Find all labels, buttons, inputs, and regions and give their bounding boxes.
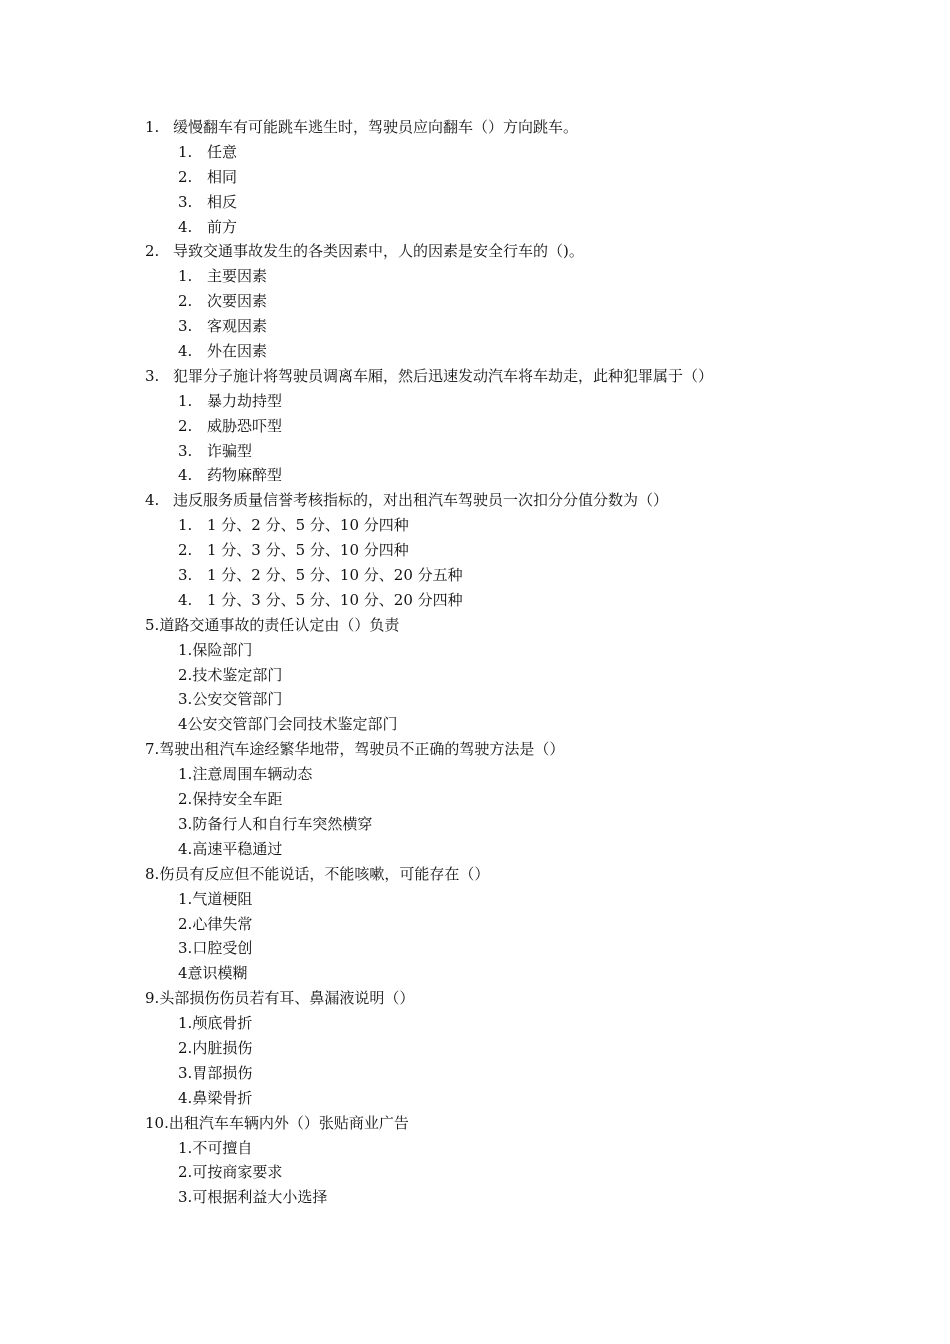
question-number: 7. bbox=[145, 740, 160, 759]
question-5-option-3 bbox=[0, 687, 950, 712]
question-text: 伤员有反应但不能说话，不能咳嗽，可能存在（） bbox=[159, 864, 490, 883]
option-text: 可根据利益大小选择 bbox=[192, 1188, 328, 1207]
option-text: 不可擅自 bbox=[192, 1138, 253, 1157]
option-number: 1. bbox=[178, 640, 193, 659]
option-number: 3. bbox=[178, 317, 193, 336]
question-10-option-3 bbox=[0, 1185, 950, 1210]
question-4-option-1 bbox=[0, 513, 950, 538]
question-text: 出租汽车车辆内外（）张贴商业广告 bbox=[168, 1113, 409, 1132]
question-2 bbox=[0, 239, 950, 264]
question-8-option-3 bbox=[0, 936, 950, 961]
option-text: 1 分、3 分、5 分、10 分、20 分四种 bbox=[207, 590, 463, 609]
question-7-option-4 bbox=[0, 837, 950, 862]
question-number: 8. bbox=[145, 864, 160, 883]
option-number: 4. bbox=[178, 839, 193, 858]
question-1 bbox=[0, 115, 950, 140]
option-text: 胃部损伤 bbox=[192, 1063, 253, 1082]
question-7-option-1 bbox=[0, 762, 950, 787]
option-number: 3. bbox=[178, 1188, 193, 1207]
question-text: 道路交通事故的责任认定由（）负责 bbox=[159, 615, 400, 634]
question-5-option-4 bbox=[0, 712, 950, 737]
question-2-option-3 bbox=[0, 314, 950, 339]
option-text: 前方 bbox=[207, 217, 238, 236]
option-number: 1. bbox=[178, 1138, 193, 1157]
option-text: 1 分、2 分、5 分、10 分、20 分五种 bbox=[207, 566, 463, 585]
question-9 bbox=[0, 986, 950, 1011]
option-text: 心律失常 bbox=[192, 914, 253, 933]
question-4-option-3 bbox=[0, 563, 950, 588]
option-number: 1. bbox=[178, 267, 193, 286]
question-text: 违反服务质量信誉考核指标的，对出租汽车驾驶员一次扣分分值分数为（） bbox=[173, 491, 669, 510]
option-number: 1. bbox=[178, 391, 193, 410]
option-number: 1. bbox=[178, 516, 193, 535]
option-text: 口腔受创 bbox=[192, 939, 253, 958]
option-number: 2. bbox=[178, 790, 193, 809]
question-2-option-4 bbox=[0, 339, 950, 364]
option-number: 2. bbox=[178, 167, 193, 186]
option-number: 2. bbox=[178, 292, 193, 311]
question-8-option-2 bbox=[0, 912, 950, 937]
option-text: 公安交管部门 bbox=[192, 690, 283, 709]
option-text: 1 分、3 分、5 分、10 分四种 bbox=[207, 541, 409, 560]
option-number: 3. bbox=[178, 441, 193, 460]
question-3-option-4 bbox=[0, 463, 950, 488]
question-number: 4. bbox=[145, 491, 160, 510]
option-text: 药物麻醉型 bbox=[207, 466, 283, 485]
option-number: 3. bbox=[178, 690, 193, 709]
option-number: 2. bbox=[178, 416, 193, 435]
option-number: 4 bbox=[178, 964, 188, 983]
option-text: 公安交管部门会同技术鉴定部门 bbox=[187, 715, 398, 734]
question-3-option-3 bbox=[0, 439, 950, 464]
question-7-option-2 bbox=[0, 787, 950, 812]
option-text: 保险部门 bbox=[192, 640, 253, 659]
question-4-option-4 bbox=[0, 588, 950, 613]
option-text: 高速平稳通过 bbox=[192, 839, 283, 858]
question-9-option-1 bbox=[0, 1011, 950, 1036]
option-number: 1. bbox=[178, 889, 193, 908]
question-3-option-1 bbox=[0, 389, 950, 414]
question-8 bbox=[0, 862, 950, 887]
question-number: 2. bbox=[145, 242, 160, 261]
question-9-option-2 bbox=[0, 1036, 950, 1061]
option-number: 4. bbox=[178, 342, 193, 361]
question-text: 驾驶出租汽车途经繁华地带，驾驶员不正确的驾驶方法是（） bbox=[159, 740, 565, 759]
option-number: 2. bbox=[178, 1038, 193, 1057]
question-1-option-2 bbox=[0, 165, 950, 190]
option-text: 外在因素 bbox=[207, 342, 268, 361]
option-number: 3. bbox=[178, 192, 193, 211]
document-page bbox=[0, 115, 950, 1210]
option-text: 鼻梁骨折 bbox=[192, 1088, 253, 1107]
question-text: 缓慢翻车有可能跳车逃生时，驾驶员应向翻车（）方向跳车。 bbox=[173, 118, 579, 136]
question-1-option-1 bbox=[0, 140, 950, 165]
question-3-option-2 bbox=[0, 414, 950, 439]
option-text: 主要因素 bbox=[207, 267, 268, 286]
option-text: 任意 bbox=[207, 142, 238, 161]
question-10 bbox=[0, 1111, 950, 1136]
option-text: 可按商家要求 bbox=[192, 1163, 283, 1182]
option-number: 4. bbox=[178, 466, 193, 485]
question-10-option-1 bbox=[0, 1136, 950, 1161]
option-number: 2. bbox=[178, 914, 193, 933]
question-1-option-4 bbox=[0, 215, 950, 240]
option-text: 诈骗型 bbox=[207, 441, 253, 460]
option-text: 保持安全车距 bbox=[192, 790, 283, 809]
question-9-option-3 bbox=[0, 1061, 950, 1086]
option-number: 1. bbox=[178, 1014, 193, 1033]
question-text: 导致交通事故发生的各类因素中，人的因素是安全行车的（)。 bbox=[173, 242, 584, 261]
option-number: 2. bbox=[178, 665, 193, 684]
option-number: 3. bbox=[178, 1063, 193, 1082]
option-number: 3. bbox=[178, 814, 193, 833]
option-number: 2. bbox=[178, 541, 193, 560]
option-number: 3. bbox=[178, 566, 193, 585]
option-text: 技术鉴定部门 bbox=[192, 665, 283, 684]
option-text: 1 分、2 分、5 分、10 分四种 bbox=[207, 516, 409, 535]
question-3 bbox=[0, 364, 950, 389]
option-number: 3. bbox=[178, 939, 193, 958]
option-number: 1. bbox=[178, 142, 193, 161]
question-8-option-4 bbox=[0, 961, 950, 986]
question-number: 9. bbox=[145, 989, 160, 1008]
option-text: 注意周围车辆动态 bbox=[192, 765, 313, 784]
option-text: 意识模糊 bbox=[187, 964, 248, 983]
question-8-option-1 bbox=[0, 887, 950, 912]
question-text: 犯罪分子施计将驾驶员调离车厢，然后迅速发动汽车将车劫走，此种犯罪属于（） bbox=[173, 366, 714, 385]
option-text: 暴力劫持型 bbox=[207, 391, 283, 410]
question-10-option-2 bbox=[0, 1160, 950, 1185]
question-5-option-1 bbox=[0, 638, 950, 663]
question-4 bbox=[0, 488, 950, 513]
option-text: 客观因素 bbox=[207, 317, 268, 336]
question-9-option-4 bbox=[0, 1086, 950, 1111]
option-text: 相反 bbox=[207, 192, 238, 211]
option-text: 气道梗阻 bbox=[192, 889, 253, 908]
option-text: 防备行人和自行车突然横穿 bbox=[192, 814, 373, 833]
option-text: 威胁恐吓型 bbox=[207, 416, 283, 435]
option-text: 相同 bbox=[207, 167, 238, 186]
option-number: 4. bbox=[178, 590, 193, 609]
option-number: 4. bbox=[178, 1088, 193, 1107]
option-number: 4 bbox=[178, 715, 188, 734]
question-number: 3. bbox=[145, 366, 160, 385]
option-number: 2. bbox=[178, 1163, 193, 1182]
question-4-option-2 bbox=[0, 538, 950, 563]
option-text: 次要因素 bbox=[207, 292, 268, 311]
question-2-option-2 bbox=[0, 289, 950, 314]
question-text: 头部损伤伤员若有耳、鼻漏液说明（） bbox=[159, 989, 415, 1008]
question-7 bbox=[0, 737, 950, 762]
question-7-option-3 bbox=[0, 812, 950, 837]
question-1-option-3 bbox=[0, 190, 950, 215]
question-number: 10. bbox=[145, 1113, 169, 1132]
option-number: 1. bbox=[178, 765, 193, 784]
question-5 bbox=[0, 613, 950, 638]
option-text: 内脏损伤 bbox=[192, 1038, 253, 1057]
question-number: 1. bbox=[145, 118, 160, 136]
option-number: 4. bbox=[178, 217, 193, 236]
option-text: 颅底骨折 bbox=[192, 1014, 253, 1033]
question-5-option-2 bbox=[0, 663, 950, 688]
question-2-option-1 bbox=[0, 264, 950, 289]
question-number: 5. bbox=[145, 615, 160, 634]
